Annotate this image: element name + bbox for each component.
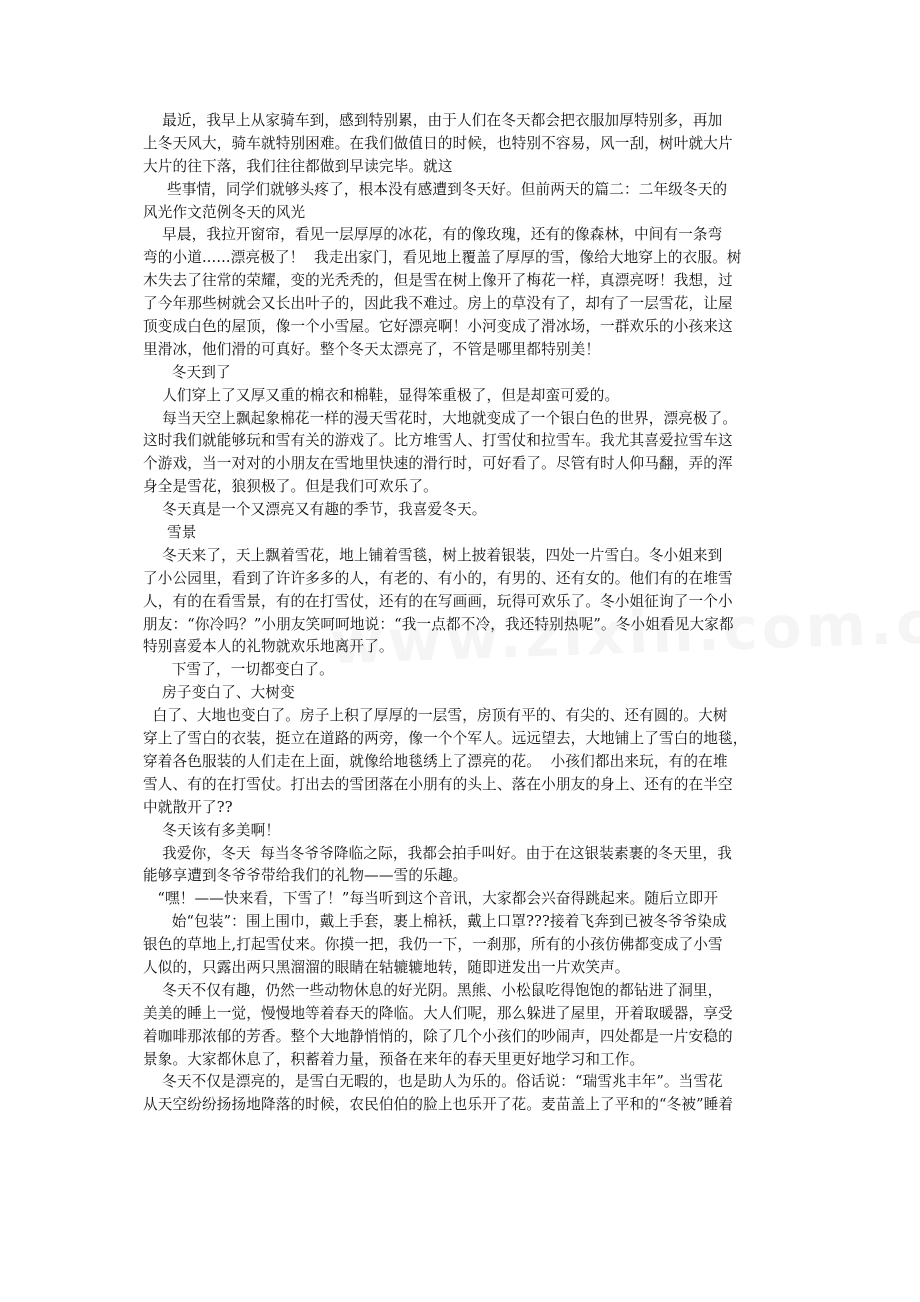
text-line: 些事情，同学们就够头疼了，根本没有感遭到冬天好。但前两天的篇二：二年级冬天的 (143, 180, 728, 198)
text-line: 美美的睡上一觉，慢慢地等着春天的降临。大人们呢，那么躲进了屋里，开着取暖器，享受 (143, 1004, 733, 1022)
text-line: 雪人、有的在打雪仗。打出去的雪团落在小朋有的头上、落在小朋友的身上、还有的在半空 (143, 775, 733, 793)
text-line: 木失去了往常的荣耀，变的光秃秃的，但是雪在树上像开了梅花一样，真漂亮呀！我想，过 (143, 272, 733, 290)
text-line: 大片的往下落，我们往往都做到早读完毕。就这 (143, 157, 453, 175)
text-line: 弯的小道......漂亮极了！ 我走出家门，看见地上覆盖了厚厚的雪，像给大地穿上的衣服。树 (143, 249, 742, 267)
text-line: 身全是雪花，狼狈极了。但是我们可欢乐了。 (143, 478, 438, 496)
text-line: 人似的，只露出两只黑溜溜的眼睛在轱辘辘地转，随即迸发出一片欢笑声。 (143, 958, 630, 976)
text-line: 白了、大地也变白了。房子上积了厚厚的一层雪，房顶有平的、有尖的、还有圆的。大树 (143, 707, 728, 725)
text-line: 银色的草地上,打起雪仗来。你摸一把，我仍一下，一刹那，所有的小孩仿佛都变成了小雪 (143, 936, 723, 954)
text-line: 人们穿上了又厚又重的棉衣和棉鞋，显得笨重极了，但是却蛮可爱的。 (143, 386, 620, 404)
text-line: 冬天该有多美啊！ (143, 821, 281, 839)
text-line: 从天空纷纷扬扬地降落的时候，农民伯伯的脸上也乐开了花。麦苗盖上了平和的“冬被”睡着 (143, 1096, 734, 1114)
text-line: 每当天空上飘起象棉花一样的漫天雪花时，大地就变成了一个银白色的世界，漂亮极了。 (143, 409, 738, 427)
text-line: 朋友：“你冷吗？”小朋友笑呵呵地说：“我一点都不冷，我还特别热呢”。冬小姐看见大家都 (143, 615, 734, 633)
text-line: 了今年那些树就会又长出叶子的，因此我不难过。房上的草没有了，却有了一层雪花，让屋 (143, 295, 733, 313)
text-line: 早晨，我拉开窗帘，看见一层厚厚的冰花，有的像玫瑰，还有的像森林，中间有一条弯 (143, 226, 723, 244)
text-line: 我爱你，冬天 每当冬爷爷降临之际，我都会拍手叫好。由于在这银装素裹的冬天里，我 (143, 844, 732, 862)
text-line: 景象。大家都休息了，积蓄着力量，预备在来年的春天里更好地学习和工作。 (143, 1050, 645, 1068)
text-line: 房子变白了、大树变 (143, 684, 295, 702)
text-line: 能够享遭到冬爷爷带给我们的礼物——雪的乐趣。 (143, 867, 468, 885)
text-line: 上冬天风大，骑车就特别困难。在我们做值日的时候，也特别不容易，风一刮，树叶就大片 (143, 134, 733, 152)
document-body (143, 110, 793, 1117)
text-line: 最近，我早上从家骑车到，感到特别累，由于人们在冬天都会把衣服加厚特别多，再加 (143, 112, 723, 129)
text-line: 冬天不仅是漂亮的，是雪白无暇的，也是助人为乐的。俗话说：“瑞雪兆丰年”。当雪花 (143, 1073, 723, 1091)
text-line: 这时我们就能够玩和雪有关的游戏了。比方堆雪人、打雪仗和拉雪车。我尤其喜爱拉雪车这 (143, 432, 733, 450)
text-line: 特别喜爱本人的礼物就欢乐地离开了。 (143, 638, 394, 656)
text-line: 中就散开了?? (143, 798, 233, 816)
text-line: 人，有的在看雪景，有的在打雪仗，还有的在写画画，玩得可欢乐了。冬小姐征询了一个小 (143, 592, 733, 610)
text-line: 穿上了雪白的衣装，挺立在道路的两旁，像一个个军人。远远望去，大地铺上了雪白的地毯， (143, 730, 748, 748)
text-line: 里滑冰，他们滑的可真好。整个冬天太漂亮了，不管是哪里都特别美！ (143, 340, 601, 358)
text-line: 着咖啡那浓郁的芳香。整个大地静悄悄的，除了几个小孩们的吵闹声，四处都是一片安稳的 (143, 1027, 733, 1045)
text-line: 顶变成白色的屋顶，像一个小雪屋。它好漂亮啊！小河变成了滑冰场，一群欢乐的小孩来这 (143, 318, 733, 336)
text-line: 雪景 (143, 524, 197, 542)
text-line: “嘿！——快来看，下雪了！”每当听到这个音讯，大家都会兴奋得跳起来。随后立即开 (143, 890, 719, 908)
text-line: 冬天真是一个又漂亮又有趣的季节，我喜爱冬天。 (143, 501, 487, 519)
text-line: 了小公园里，看到了许许多多的人，有老的、有小的，有男的、还有女的。他们有的在堆雪 (143, 569, 733, 587)
text-line: 冬天到了 (143, 363, 231, 381)
text-line: 始“包装”：围上围巾，戴上手套，裹上棉袄，戴上口罩???接着飞奔到已被冬爷爷染成 (143, 913, 727, 931)
text-line: 穿着各色服装的人们走在上面，就像给地毯绣上了漂亮的花。 小孩们都出来玩，有的在堆 (143, 752, 728, 770)
text-line: 风光作文范例冬天的风光 (143, 203, 306, 221)
text-line: 个游戏，当一对对的小朋友在雪地里快速的滑行时，可好看了。尽管有时人仰马翻，弄的浑 (143, 455, 733, 473)
text-line: 冬天不仅有趣，仍然一些动物休息的好光阴。黑熊、小松鼠吃得饱饱的都钻进了洞里， (143, 981, 723, 999)
text-line: 下雪了，一切都变白了。 (143, 661, 334, 679)
text-line: 冬天来了，天上飘着雪花，地上铺着雪毯，树上披着银装，四处一片雪白。冬小姐来到 (143, 546, 723, 564)
